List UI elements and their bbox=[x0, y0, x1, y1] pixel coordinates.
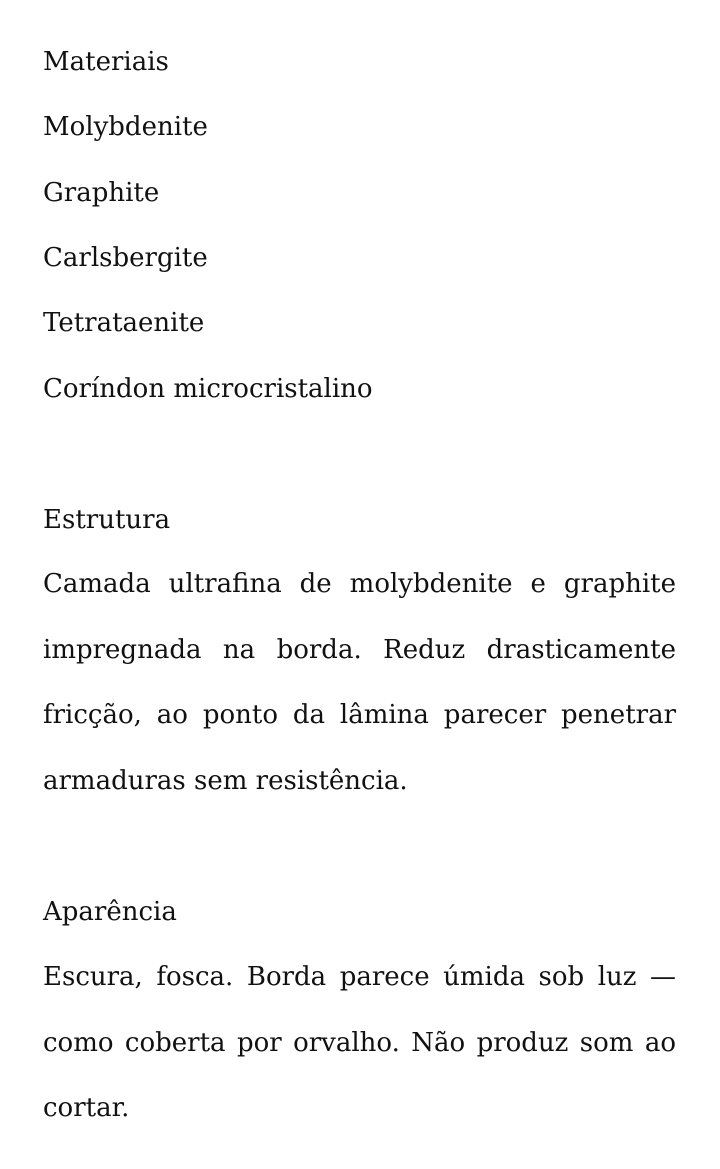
appearance-paragraph: Escura, fosca. Borda parece úmida sob luz — como coberta por orvalho. Não produz som ao cortar. bbox=[43, 962, 676, 1123]
material-item-carlsbergite: Carlsbergite bbox=[43, 243, 208, 273]
material-item-tetrataenite: Tetrataenite bbox=[43, 308, 205, 338]
material-item-graphite: Graphite bbox=[43, 178, 160, 208]
structure-heading: Estrutura bbox=[43, 505, 171, 535]
material-item-corindon: Coríndon microcristalino bbox=[43, 374, 373, 404]
appearance-heading: Aparência bbox=[43, 897, 177, 927]
structure-paragraph: Camada ultrafina de molybdenite e graphite impregnada na borda. Reduz drasticamente fricção, ao ponto da lâmina parecer penetrar armaduras sem resistência. bbox=[43, 569, 676, 796]
materials-heading: Materiais bbox=[43, 47, 169, 77]
material-item-molybdenite: Molybdenite bbox=[43, 112, 208, 142]
